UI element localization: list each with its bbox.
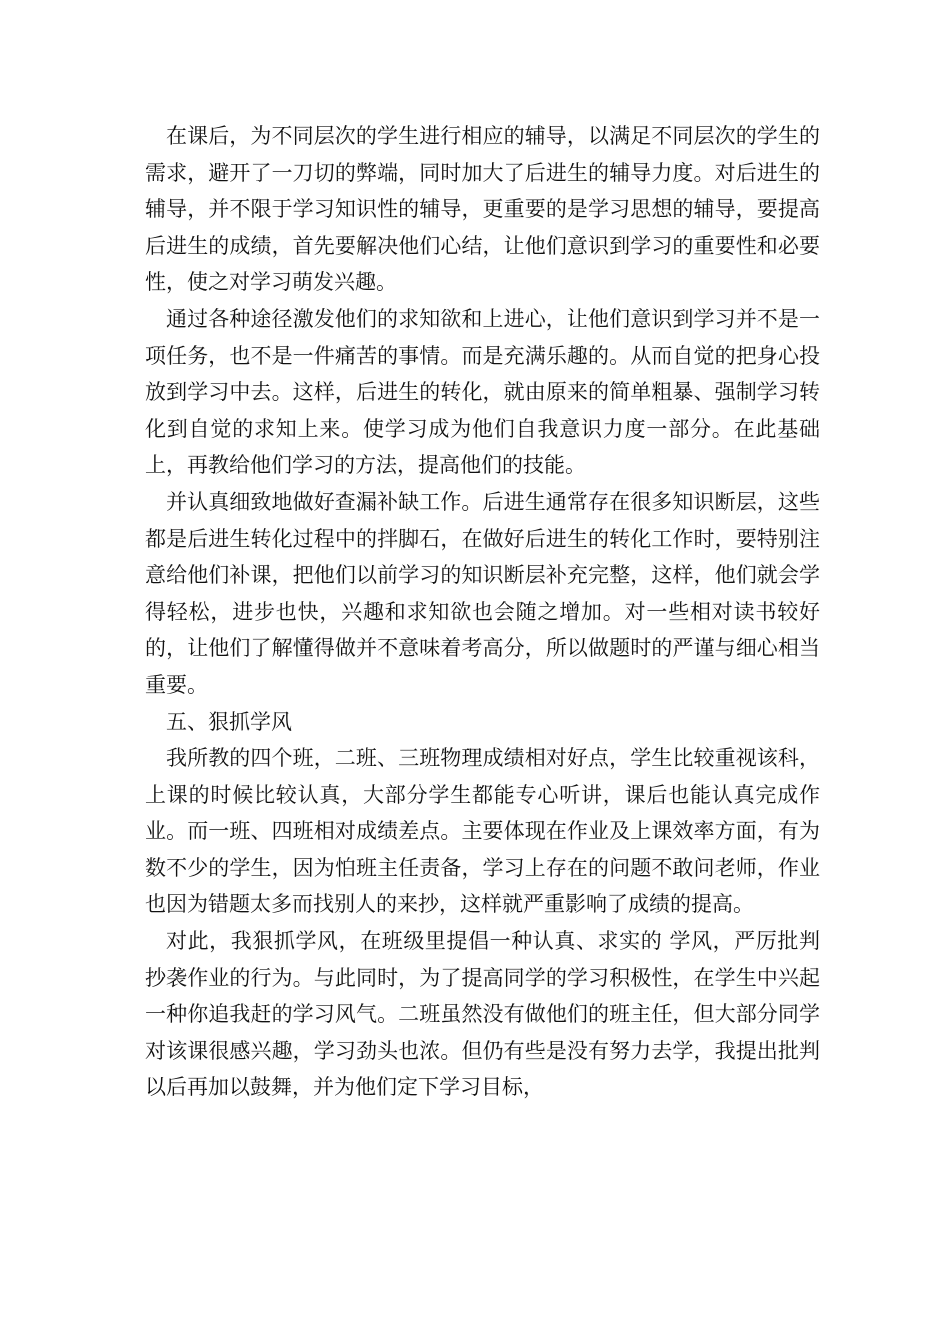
paragraph-tutoring: 在课后，为不同层次的学生进行相应的辅导，以满足不同层次的学生的需求，避开了一刀切的弊端，同时加大了后进生的辅导力度。对后进生的辅导，并不限于学习知识性的辅导，更重要的是学习思想的辅导，要提高后进生的成绩，首先要解决他们心结，让他们意识到学习的重要性和必要性，使之对学习萌发兴趣。 [145, 124, 820, 295]
document-body [145, 118, 820, 1106]
paragraph-motivation: 通过各种途径激发他们的求知欲和上进心，让他们意识到学习并不是一项任务，也不是一件痛苦的事情。而是充满乐趣的。从而自觉的把身心投放到学习中去。这样，后进生的转化，就由原来的简单粗暴、强制学习转化到自觉的求知上来。使学习成为他们自我意识力度一部分。在此基础上，再教给他们学习的方法，提高他们的技能。 [145, 306, 820, 478]
paragraph-remedial: 并认真细致地做好查漏补缺工作。后进生通常存在很多知识断层，这些都是后进生转化过程中的拌脚石，在做好后进生的转化工作时，要特别注意给他们补课，把他们以前学习的知识断层补充完整，这样，他们就会学得轻松，进步也快，兴趣和求知欲也会随之增加。对一些相对读书较好的，让他们了解懂得做并不意味着考高分，所以做题时的严谨与细心相当重要。 [145, 489, 820, 697]
paragraph-study-style: 对此，我狠抓学风，在班级里提倡一种认真、求实的 学风，严厉批判抄袭作业的行为。与此同时，为了提高同学的学习积极性，在学生中兴起一种你追我赶的学习风气。二班虽然没有做他们的班主任，但大部分同学对该课很感兴趣，学习劲头也浓。但仍有些是没有努力去学，我提出批判以后再加以鼓舞，并为他们定下学习目标， [145, 929, 820, 1100]
paragraph-classes: 我所教的四个班，二班、三班物理成绩相对好点，学生比较重视该科，上课的时候比较认真，大部分学生都能专心听讲，课后也能认真完成作业。而一班、四班相对成绩差点。主要体现在作业及上课效率方面，有为数不少的学生，因为怕班主任责备，学习上存在的问题不敢问老师，作业也因为错题太多而找别人的来抄，这样就严重影响了成绩的提高。 [145, 746, 820, 917]
section-heading: 五、狠抓学风 [166, 709, 292, 734]
